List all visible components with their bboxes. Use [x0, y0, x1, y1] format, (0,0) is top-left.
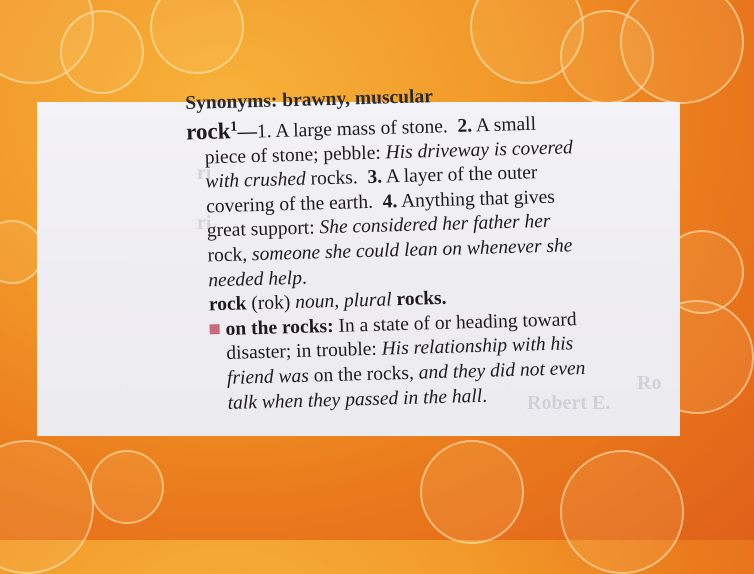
dash: —	[237, 121, 258, 143]
example-2: His driveway is covered	[385, 136, 574, 164]
example-4-end: needed help	[207, 267, 303, 292]
def2-text-cont: piece of stone; pebble:	[204, 142, 386, 169]
pronunciation: (rok)	[246, 292, 296, 315]
def4-number: 4.	[382, 190, 398, 213]
dictionary-scan	[37, 86, 680, 436]
idiom-definition-cont: disaster; in trouble:	[226, 339, 382, 365]
idiom-example-end: talk when they passed in the hall	[227, 385, 483, 414]
example-2-word: rocks.	[305, 167, 358, 190]
bleed-through: ri	[197, 162, 212, 184]
def1-number: 1.	[256, 120, 272, 143]
bokeh-circle	[60, 10, 144, 94]
def3-number: 3.	[367, 166, 383, 189]
bokeh-circle	[420, 440, 524, 544]
bleed-through: Ro	[637, 372, 662, 394]
bleed-through: Robert E.	[527, 392, 611, 414]
idiom-example: His relationship with his	[381, 333, 574, 361]
idiom-example-word: on the rocks	[308, 362, 410, 387]
bokeh-circle	[0, 440, 94, 574]
bokeh-circle	[90, 450, 164, 524]
example-2-cont: with crushed	[205, 168, 307, 193]
idiom-phrase: on the rocks:	[225, 315, 334, 340]
example-4-cont: , someone she could lean on whenever she	[241, 235, 573, 266]
example-4: She considered her father her	[319, 211, 551, 239]
homograph-number: 1	[230, 119, 238, 135]
dictionary-entry	[185, 79, 674, 417]
idiom-example-period: .	[481, 385, 488, 407]
def2-number: 2.	[457, 115, 473, 137]
def2-text: A small	[471, 113, 537, 137]
example-4-period: .	[301, 267, 308, 289]
pronunciation-headword: rock	[208, 293, 247, 316]
synonyms-line: Synonyms: brawny, muscular	[185, 86, 434, 114]
idiom-example-cont2: , and they did not even	[408, 357, 586, 384]
bokeh-circle	[470, 0, 584, 84]
plural-form: rocks.	[396, 288, 447, 311]
idiom-bullet-icon	[209, 324, 219, 334]
def4-text: Anything that gives	[396, 186, 556, 212]
idiom-definition: In a state of or heading toward	[333, 309, 577, 337]
def3-text: A layer of the outer	[381, 162, 538, 188]
bleed-through: ri	[197, 212, 212, 234]
def4-text-cont: great support:	[206, 217, 320, 242]
bokeh-circle	[560, 450, 684, 574]
def1-text: A large mass of stone.	[271, 115, 448, 142]
bokeh-circle	[0, 0, 94, 84]
bokeh-circle	[150, 0, 244, 74]
def3-text-cont: covering of the earth.	[205, 191, 374, 218]
headword: rock	[185, 117, 231, 145]
part-of-speech: noun, plural	[294, 289, 397, 314]
idiom-example-cont: friend was	[226, 365, 310, 389]
example-4-word: rock	[207, 244, 243, 267]
